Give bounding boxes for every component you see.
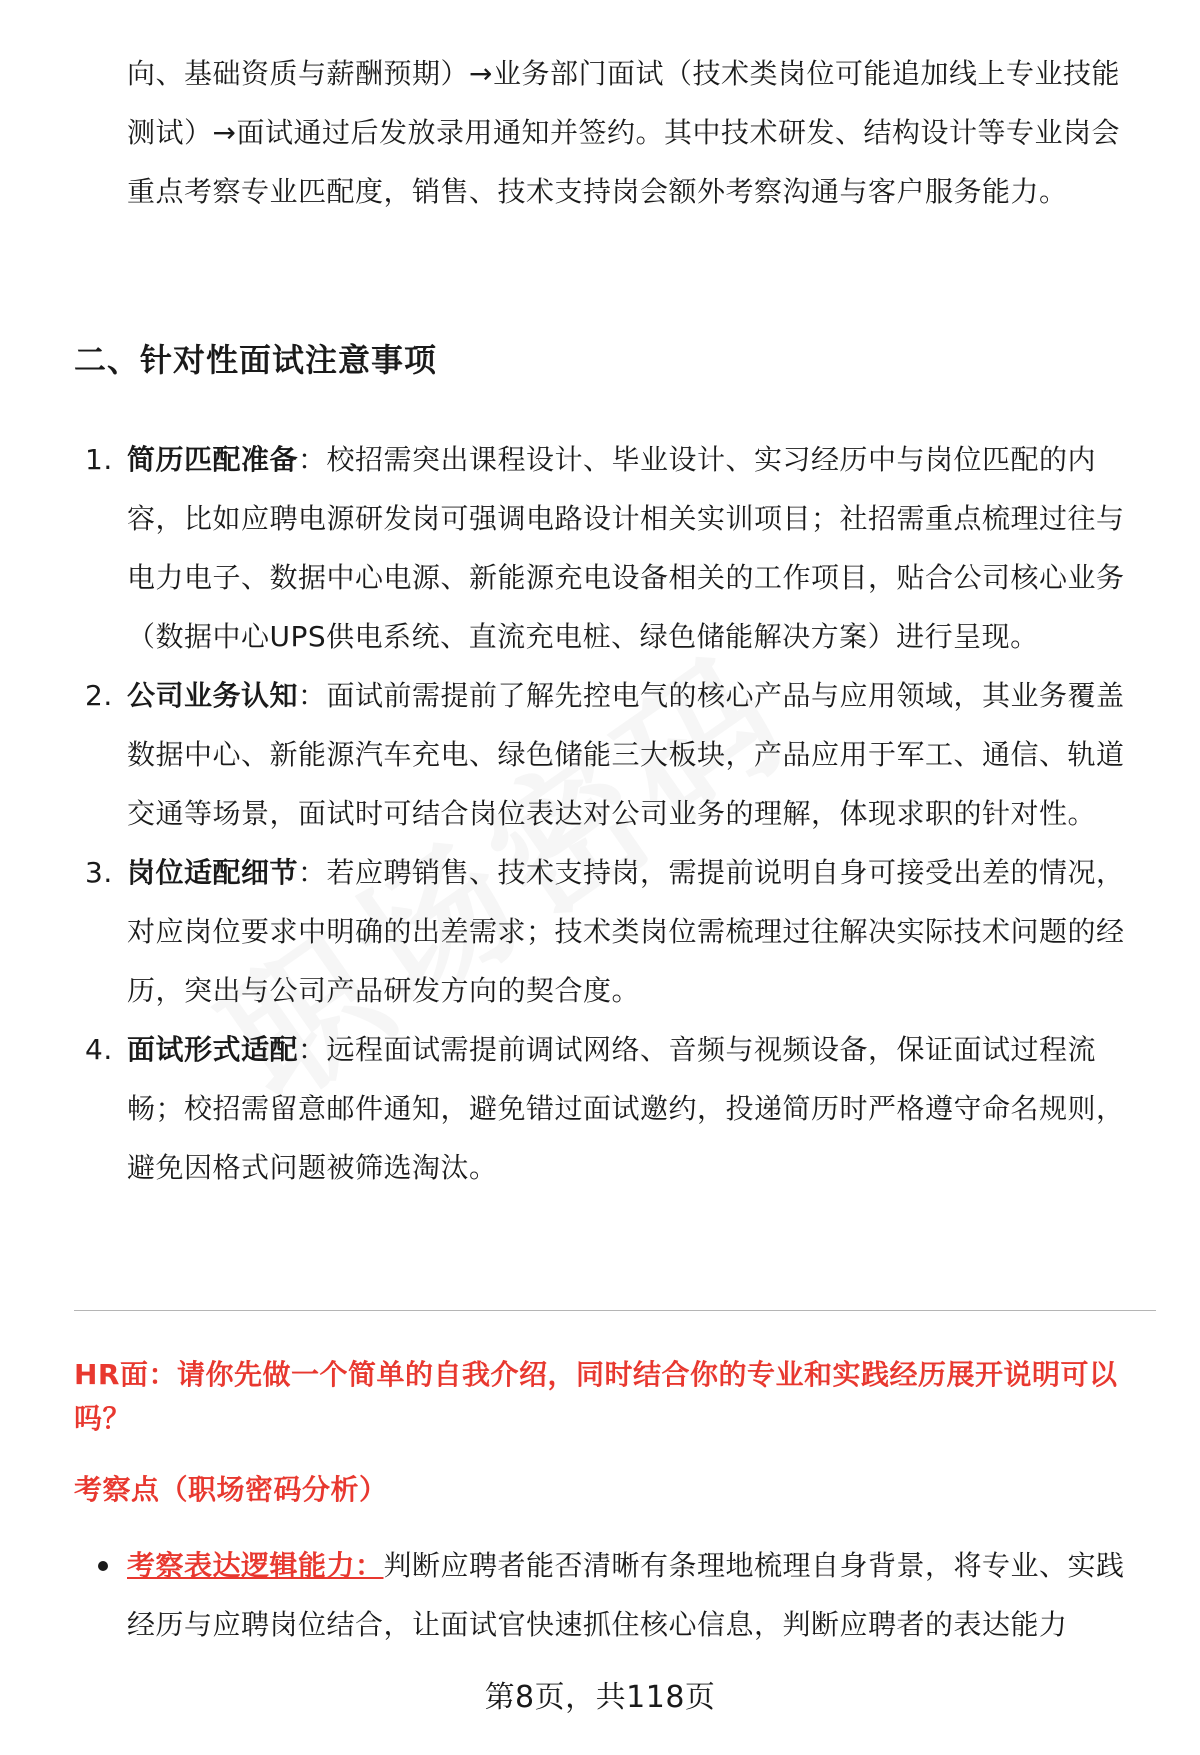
page-footer: 第8页，共118页 [484,1680,716,1715]
intro-paragraph: 向、基础资质与薪酬预期）→业务部门面试（技术类岗位可能追加线上专业技能测试）→面试通过后发放录用通知并签约。其中技术研发、结构设计等专业岗会重点考察专业匹配度，销售、技术支持岗会额外考察沟通与客户服务能力。 [127,57,1120,208]
list-item-title: 简历匹配准备 [127,443,299,476]
point-label: 考察表达逻辑能力： [127,1549,384,1582]
list-item [0,430,1142,666]
bullet-icon [98,1561,108,1571]
list-item [0,843,1142,1020]
section-heading: 二、针对性面试注意事项 [74,341,438,379]
assessment-points [0,1536,1200,1654]
list-item-text: ：面试前需提前了解先控电气的核心产品与应用领域，其业务覆盖数据中心、新能源汽车充电、绿色储能三大板块，产品应用于军工、通信、轨道交通等场景，面试时可结合岗位表达对公司业务的理解，体现求职的针对性。 [127,679,1125,830]
assessment-title: 考察点（职场密码分析） [74,1473,388,1506]
list-item [0,1536,1142,1654]
list-item-title: 公司业务认知 [127,679,299,712]
notes-list [0,430,1200,1197]
list-item [0,666,1142,843]
hr-question: HR面：请你先做一个简单的自我介绍，同时结合你的专业和实践经历展开说明可以吗？ [74,1358,1118,1435]
list-number: 4. [85,1033,113,1066]
list-number: 1. [85,443,113,476]
list-item [0,1020,1142,1197]
list-item-text: ：校招需突出课程设计、毕业设计、实习经历中与岗位匹配的内容，比如应聘电源研发岗可强调电路设计相关实训项目；社招需重点梳理过往与电力电子、数据中心电源、新能源充电设备相关的工作项目，贴合公司核心业务（数据中心UPS供电系统、直流充电桩、绿色储能解决方案）进行呈现。 [127,443,1125,653]
list-number: 3. [85,856,113,889]
divider [74,1310,1156,1311]
list-item-title: 面试形式适配 [127,1033,299,1066]
list-item-text: ：若应聘销售、技术支持岗，需提前说明自身可接受出差的情况，对应岗位要求中明确的出差需求；技术类岗位需梳理过往解决实际技术问题的经历，突出与公司产品研发方向的契合度。 [127,856,1125,1007]
list-number: 2. [85,679,113,712]
point-text: 判断应聘者能否清晰有条理地梳理自身背景，将专业、实践经历与应聘岗位结合，让面试官快速抓住核心信息，判断应聘者的表达能力 [127,1549,1125,1641]
list-item-text: ：远程面试需提前调试网络、音频与视频设备，保证面试过程流畅；校招需留意邮件通知，避免错过面试邀约，投递简历时严格遵守命名规则，避免因格式问题被筛选淘汰。 [127,1033,1125,1184]
list-item-title: 岗位适配细节 [127,856,299,889]
